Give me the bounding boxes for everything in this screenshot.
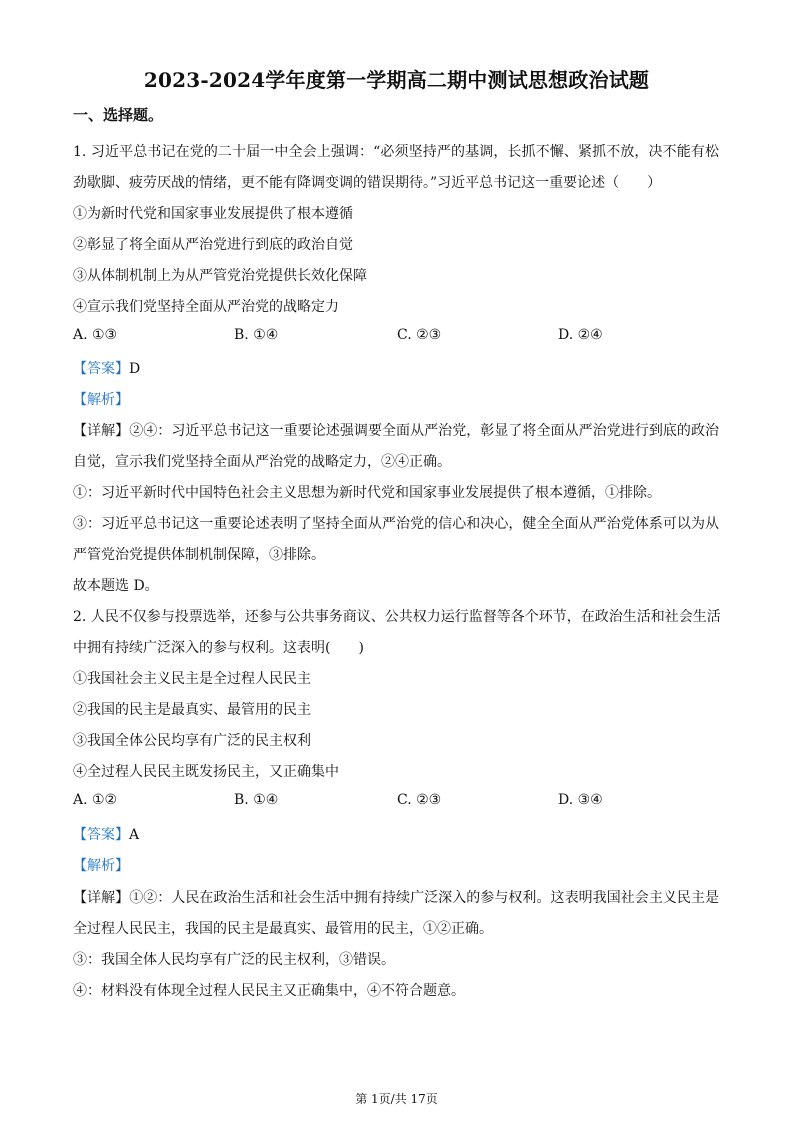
q2-choice-b: B. ①④: [234, 792, 279, 808]
q2-answer-line: [73, 824, 139, 844]
q2-choice-c: C. ②③: [397, 792, 442, 808]
q1-answer: D: [129, 361, 141, 377]
q1-detail-line-1: [73, 420, 719, 440]
q2-detail-line-1: [73, 887, 719, 907]
page-footer: 第 1页/共 17页: [355, 1092, 438, 1106]
q1-detail-text-1: ②④：习近平总书记这一重要论述强调要全面从严治党，彰显了将全面从严治党进行到底的政治: [129, 423, 720, 439]
q1-option-3: ③从体制机制上为从严管党治党提供长效化保障: [73, 268, 367, 284]
q2-stem-line-2: 中拥有持续广泛深入的参与权利。这表明( ): [73, 640, 364, 656]
q1-stem-line-2: 劲歇脚、疲劳厌战的情绪，更不能有降调变调的错误期待。”习近平总书记这一重要论述（ ）: [73, 175, 662, 191]
q2-option-4: ④全过程人民民主既发扬民主，又正确集中: [73, 764, 339, 780]
q1-option-2: ②彰显了将全面从严治党进行到底的政治自觉: [73, 237, 353, 253]
q1-option-1: ①为新时代党和国家事业发展提供了根本遵循: [73, 206, 353, 222]
q2-option-2: ②我国的民主是最真实、最管用的民主: [73, 702, 311, 718]
q2-choice-d: D. ③④: [558, 792, 603, 808]
q2-option-3: ③我国全体公民均享有广泛的民主权利: [73, 733, 311, 749]
q2-detail-line-2: 全过程人民民主，我国的民主是最真实、最管用的民主，①②正确。: [73, 921, 493, 937]
q1-answer-line: [73, 358, 140, 378]
q1-choice-d: D. ②④: [558, 327, 603, 343]
q2-answer: A: [129, 827, 140, 843]
detail-tag: 【详解】: [73, 890, 130, 906]
q2-detail-text-1: ①②：人民在政治生活和社会生活中拥有持续广泛深入的参与权利。这表明我国社会主义民主是: [129, 890, 720, 906]
q1-stem-line-1: 1. 习近平总书记在党的二十届一中全会上强调：“必须坚持严的基调，长抓不懈、紧抓不放，决不能有松: [73, 144, 719, 160]
q1-choice-b: B. ①④: [234, 327, 279, 343]
q2-detail-line-4: ④：材料没有体现全过程人民民主又正确集中，④不符合题意。: [73, 983, 465, 999]
q2-choice-a: A. ①②: [73, 792, 118, 808]
q1-conclusion: 故本题选 D。: [73, 578, 159, 594]
q2-analysis-tag: 【解析】: [73, 858, 129, 874]
q1-option-4: ④宣示我们党坚持全面从严治党的战略定力: [73, 299, 339, 315]
q1-choice-a: A. ①③: [73, 327, 118, 343]
detail-tag: 【详解】: [73, 423, 130, 439]
q1-analysis-tag: 【解析】: [73, 392, 129, 408]
q1-detail-line-3: ①：习近平新时代中国特色社会主义思想为新时代党和国家事业发展提供了根本遵循，①排除。: [73, 485, 661, 501]
answer-tag: 【答案】: [73, 827, 129, 843]
q2-detail-line-3: ③：我国全体人民均享有广泛的民主权利，③错误。: [73, 952, 395, 968]
q2-option-1: ①我国社会主义民主是全过程人民民主: [73, 671, 311, 687]
q1-detail-line-4: ③：习近平总书记这一重要论述表明了坚持全面从严治党的信心和决心，健全全面从严治党体系可以为从: [73, 516, 719, 532]
answer-tag: 【答案】: [73, 361, 129, 377]
q1-choice-c: C. ②③: [397, 327, 442, 343]
section-heading: 一、选择题。: [73, 106, 164, 124]
q1-detail-line-5: 严管党治党提供体制机制保障，③排除。: [73, 547, 325, 563]
page-title: 2023-2024学年度第一学期高二期中测试思想政治试题: [143, 68, 650, 92]
q2-stem-line-1: 2. 人民不仅参与投票选举，还参与公共事务商议、公共权力运行监督等各个环节，在政治生活和社会生活: [73, 609, 721, 625]
q1-detail-line-2: 自觉，宣示我们党坚持全面从严治党的战略定力，②④正确。: [73, 454, 451, 470]
